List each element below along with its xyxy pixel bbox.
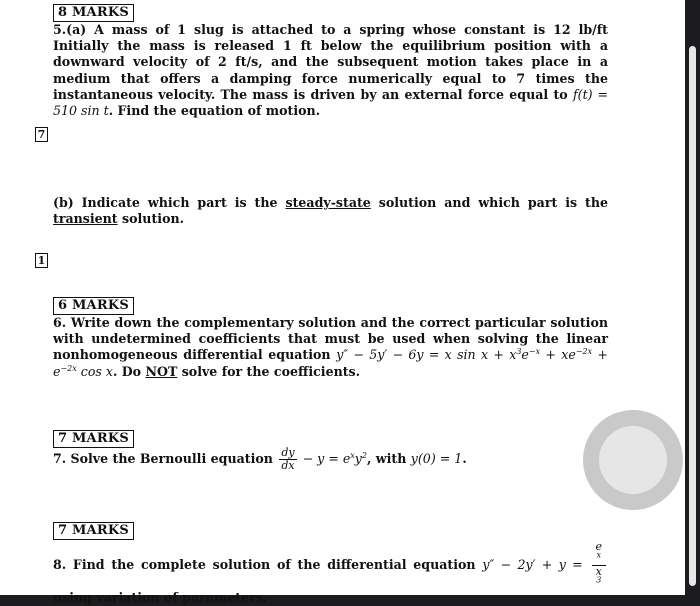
q7-condition: y(0) = 1	[410, 451, 463, 466]
q7-text	[53, 447, 608, 472]
q8-text	[53, 541, 608, 606]
q5a-points: 7	[37, 128, 46, 141]
q6-lead: 6. Write down the complementary solution and the correct particular solution with undetermined coefficients that must be used when solving the linear nonhomogeneous differential equation	[53, 315, 608, 363]
q6-not: NOT	[145, 363, 178, 379]
q8-lead: 8. Find the complete solution of the differential equation	[53, 557, 476, 572]
q5b-text	[53, 195, 608, 227]
q8-equation: y″ − 2y′ + y =	[482, 557, 583, 572]
q5-marks-label: 8 MARKS	[58, 5, 129, 20]
q5b-lead: (b) Indicate which part is the	[53, 195, 278, 210]
q6-text	[53, 315, 608, 380]
q6-equation: y″ − 5y′ − 6y = x $\sin x + x^3e^{-x} + xe^{-2x} + e^{-2x}$ cos x	[53, 347, 608, 379]
q5b-points-box	[35, 253, 48, 268]
q5a-points-box	[35, 127, 48, 142]
q7-mid: , with	[367, 451, 407, 466]
assistive-touch-inner-icon	[599, 426, 667, 494]
q5b-transient: transient	[53, 211, 118, 227]
q5a-tail: . Find the equation of motion.	[108, 103, 321, 119]
q7-equation: − $y = e^xy^2$	[298, 450, 368, 466]
q6-tail: solve for the coefficients.	[181, 363, 361, 379]
q7-fraction: $\frac{dy}{dx}$	[281, 446, 295, 472]
q5b-mid: solution and which part is the	[378, 195, 608, 210]
q8-marks-box	[53, 522, 134, 540]
q6-mid: . Do	[112, 363, 142, 379]
q5a-force: f(t) = 510 sin t	[53, 86, 609, 119]
q7-marks-label: 7 MARKS	[58, 431, 129, 446]
q5-marks-box	[53, 4, 134, 22]
scrollbar-thumb[interactable]	[689, 46, 696, 586]
q8-fraction: e $^x$ x $^3$	[592, 541, 607, 590]
q8-tail: using variation of parameters.	[53, 590, 268, 605]
q7-tail: .	[462, 451, 467, 466]
q5b-tail: solution.	[122, 211, 185, 227]
q8-marks-label: 7 MARKS	[58, 523, 129, 538]
q5b-points: 1	[37, 254, 46, 267]
q5a-lead: 5.(a) A mass of 1 slug is attached to a spring whose constant is 12 lb/ft Initially the mass is released 1 ft below the equilibrium position with a downward velocity of 2 ft/s, and the subsequent motion takes place in a medium that offers a damping force numerically equal to 7 times the instantaneous velocity. The mass is driven by an external force equal to	[53, 22, 608, 102]
q6-marks-label: 6 MARKS	[58, 298, 129, 313]
q5b-steady-state: steady-state	[285, 195, 371, 210]
q7-lead: 7. Solve the Bernoulli equation	[53, 451, 273, 466]
q7-marks-box	[53, 430, 134, 448]
q6-marks-box	[53, 297, 134, 315]
q5a-text	[53, 22, 608, 119]
